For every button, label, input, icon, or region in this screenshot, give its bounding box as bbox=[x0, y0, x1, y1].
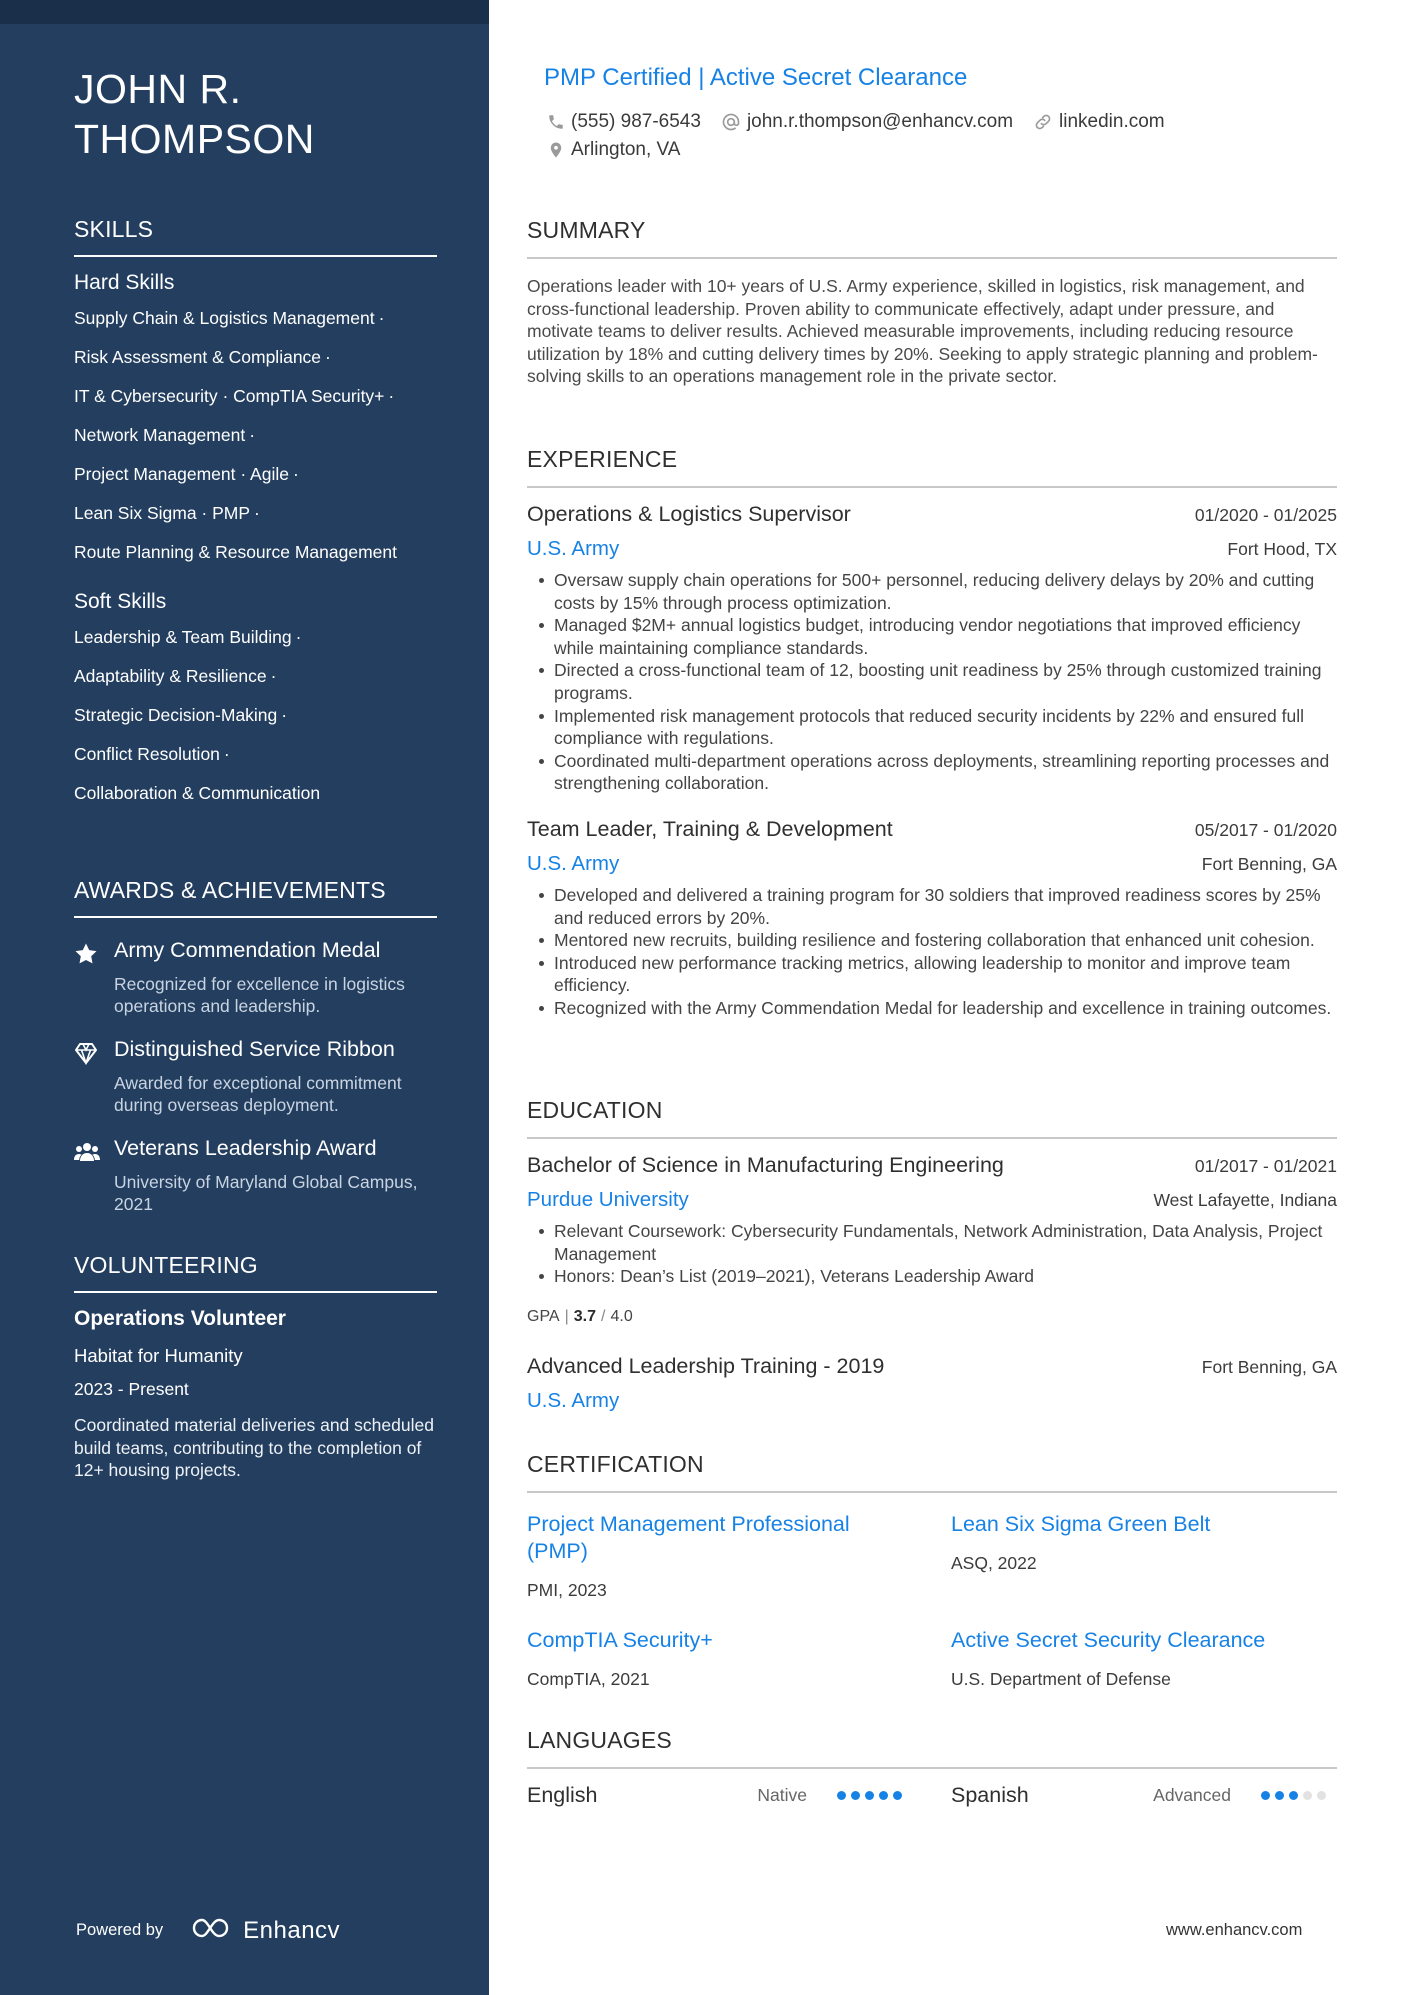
education-bullets bbox=[527, 1220, 1337, 1288]
bullet-item: Honors: Dean’s List (2019–2021), Veterans Leadership Award bbox=[527, 1265, 1337, 1288]
language-item bbox=[527, 1783, 913, 1808]
contact-info bbox=[547, 108, 1307, 164]
cert-item bbox=[527, 1627, 907, 1690]
bullet-item: Oversaw supply chain operations for 500+ personnel, reducing delivery delays by 20% and cutting costs by 15% through process optimization. bbox=[527, 569, 1337, 614]
rating-dot-filled bbox=[1275, 1791, 1284, 1800]
rating-dot-filled bbox=[837, 1791, 846, 1800]
training-org: U.S. Army bbox=[527, 1388, 620, 1412]
powered-by-brand: Enhancv bbox=[243, 1916, 341, 1944]
cert-item bbox=[951, 1627, 1331, 1690]
job-dates: 01/2020 - 01/2025 bbox=[1194, 505, 1337, 525]
link-icon bbox=[1033, 112, 1053, 132]
certification-title: CERTIFICATION bbox=[527, 1451, 1337, 1493]
language-level: Native bbox=[757, 1785, 807, 1805]
education-title: EDUCATION bbox=[527, 1097, 1337, 1139]
skill-item: IT & Cybersecurity · CompTIA Security+ · bbox=[74, 386, 395, 406]
experience-title: EXPERIENCE bbox=[527, 446, 1337, 488]
job-entry bbox=[527, 817, 1337, 1020]
bullet-item: Managed $2M+ annual logistics budget, introducing vendor negotiations that improved efficiency while maintaining compliance standards. bbox=[527, 614, 1337, 659]
main-content bbox=[527, 0, 1337, 1995]
job-location: Fort Hood, TX bbox=[1227, 539, 1337, 559]
language-rating bbox=[1261, 1791, 1331, 1800]
volunteer-dates: 2023 - Present bbox=[74, 1379, 189, 1399]
summary-section bbox=[527, 217, 1337, 388]
rating-dot-filled bbox=[1261, 1791, 1270, 1800]
languages-section bbox=[527, 1727, 1337, 1829]
skill-item: Network Management · bbox=[74, 425, 256, 445]
sidebar-top-strip bbox=[0, 0, 489, 24]
awards-title: AWARDS & ACHIEVEMENTS bbox=[74, 877, 437, 918]
bullet-item: Coordinated multi-department operations across deployments, streamlining reporting processes and strengthening collaboration. bbox=[527, 750, 1337, 795]
experience-section bbox=[527, 446, 1337, 1020]
name-line-1: JOHN R. bbox=[74, 66, 242, 112]
cert-item bbox=[951, 1511, 1331, 1574]
location-pin-icon bbox=[547, 140, 565, 160]
website-link[interactable]: www.enhancv.com bbox=[1166, 1921, 1303, 1939]
award-desc: Recognized for excellence in logistics operations and leadership. bbox=[114, 974, 405, 1016]
skill-item: Project Management · Agile · bbox=[74, 464, 299, 484]
job-org: U.S. Army bbox=[527, 537, 620, 560]
at-icon bbox=[721, 112, 741, 132]
diamond-icon bbox=[74, 1037, 114, 1116]
contact-linkedin[interactable]: linkedin.com bbox=[1033, 111, 1165, 133]
job-title: Team Leader, Training & Development bbox=[527, 816, 893, 841]
gpa-value: 3.7 bbox=[573, 1307, 597, 1325]
volunteer-role: Operations Volunteer bbox=[74, 1307, 286, 1330]
cert-title: Lean Six Sigma Green Belt bbox=[951, 1512, 1211, 1536]
job-bullets bbox=[527, 884, 1337, 1020]
gpa-label: GPA bbox=[527, 1307, 560, 1325]
certification-section bbox=[527, 1451, 1337, 1753]
degree-title: Bachelor of Science in Manufacturing Engineering bbox=[527, 1153, 1004, 1177]
star-icon bbox=[74, 938, 114, 1017]
rating-dot-empty bbox=[1303, 1791, 1312, 1800]
cert-issuer: CompTIA, 2021 bbox=[527, 1669, 650, 1689]
bullet-item: Recognized with the Army Commendation Medal for leadership and excellence in training outcomes. bbox=[527, 997, 1337, 1020]
cert-issuer: U.S. Department of Defense bbox=[951, 1669, 1171, 1689]
rating-dot-filled bbox=[1289, 1791, 1298, 1800]
skills-title: SKILLS bbox=[74, 216, 437, 257]
soft-skills-list bbox=[74, 618, 437, 813]
award-title: Army Commendation Medal bbox=[114, 938, 381, 962]
gpa: GPA | 3.7 / 4.0 bbox=[527, 1307, 633, 1325]
volunteer-desc: Coordinated material deliveries and scheduled build teams, contributing to the completion of 12+ housing projects. bbox=[74, 1415, 434, 1480]
summary-title: SUMMARY bbox=[527, 217, 1337, 259]
name-line-2: THOMPSON bbox=[74, 116, 315, 162]
award-desc: Awarded for exceptional commitment during overseas deployment. bbox=[114, 1073, 402, 1115]
skill-item: Collaboration & Communication bbox=[74, 783, 321, 803]
school-location: West Lafayette, Indiana bbox=[1153, 1190, 1337, 1210]
award-title: Distinguished Service Ribbon bbox=[114, 1037, 395, 1061]
candidate-name bbox=[74, 64, 454, 164]
language-level: Advanced bbox=[1153, 1785, 1231, 1805]
contact-phone[interactable]: (555) 987-6543 bbox=[547, 111, 701, 133]
award-item bbox=[74, 1037, 437, 1116]
training-entry bbox=[527, 1354, 1337, 1413]
enhancv-logo-icon bbox=[189, 1916, 235, 1945]
degree-dates: 01/2017 - 01/2021 bbox=[1194, 1156, 1337, 1176]
language-name: English bbox=[527, 1783, 598, 1807]
job-org: U.S. Army bbox=[527, 851, 620, 875]
bullet-item: Introduced new performance tracking metrics, allowing leadership to monitor and improve team efficiency. bbox=[527, 952, 1337, 997]
job-title: Operations & Logistics Supervisor bbox=[527, 502, 851, 526]
volunteer-org: Habitat for Humanity bbox=[74, 1345, 243, 1366]
job-location: Fort Benning, GA bbox=[1201, 853, 1337, 874]
volunteering-section bbox=[74, 1252, 437, 1482]
cert-title: Project Management Professional (PMP) bbox=[527, 1512, 850, 1563]
skill-item: Supply Chain & Logistics Management · bbox=[74, 308, 385, 328]
contact-location: Arlington, VA bbox=[547, 139, 680, 161]
powered-by-label: Powered by bbox=[76, 1921, 164, 1939]
cert-title: CompTIA Security+ bbox=[527, 1628, 713, 1652]
sidebar bbox=[0, 0, 489, 1995]
rating-dot-filled bbox=[893, 1791, 902, 1800]
cert-issuer: PMI, 2023 bbox=[527, 1580, 607, 1600]
headline: PMP Certified | Active Secret Clearance bbox=[544, 64, 968, 91]
rating-dot-filled bbox=[851, 1791, 860, 1800]
language-name: Spanish bbox=[951, 1783, 1029, 1807]
powered-by[interactable] bbox=[76, 1916, 340, 1945]
summary-text: Operations leader with 10+ years of U.S. Army experience, skilled in logistics, risk management, and cross-functional leadership. Proven ability to communicate effectively, adapt under pressure, and motivate teams to deliver results. Achieved measurable improvements, including reducing resource utilization by 18% and cutting delivery times by 20%. Seeking to apply strategic planning and problem-solving skills to an operations management role in the private sector. bbox=[527, 276, 1318, 387]
group-icon bbox=[74, 1136, 114, 1215]
job-dates: 05/2017 - 01/2020 bbox=[1194, 819, 1337, 840]
rating-dot-filled bbox=[879, 1791, 888, 1800]
volunteering-title: VOLUNTEERING bbox=[74, 1252, 437, 1293]
school-name: Purdue University bbox=[527, 1188, 689, 1211]
bullet-item: Implemented risk management protocols that reduced security incidents by 22% and ensured full compliance with regulations. bbox=[527, 705, 1337, 750]
hard-skills-list bbox=[74, 299, 437, 572]
skill-item: Conflict Resolution · bbox=[74, 744, 230, 764]
soft-skills-title: Soft Skills bbox=[74, 590, 167, 613]
rating-dot-empty bbox=[1317, 1791, 1326, 1800]
cert-title: Active Secret Security Clearance bbox=[951, 1628, 1266, 1652]
skill-item: Risk Assessment & Compliance · bbox=[74, 347, 331, 367]
job-entry bbox=[527, 502, 1337, 795]
award-title: Veterans Leadership Award bbox=[114, 1136, 377, 1160]
award-desc: University of Maryland Global Campus, 2021 bbox=[114, 1172, 418, 1214]
phone-icon bbox=[547, 113, 565, 131]
skill-item: Lean Six Sigma · PMP · bbox=[74, 503, 260, 523]
bullet-item: Directed a cross-functional team of 12, boosting unit readiness by 25% through customized training programs. bbox=[527, 659, 1337, 704]
awards-section bbox=[74, 877, 437, 1215]
training-title: Advanced Leadership Training - 2019 bbox=[527, 1353, 885, 1378]
award-item bbox=[74, 1136, 437, 1215]
bullet-item: Developed and delivered a training program for 30 soldiers that improved readiness scores by 25% and reduced errors by 20%. bbox=[527, 884, 1337, 929]
bullet-item: Relevant Coursework: Cybersecurity Fundamentals, Network Administration, Data Analysis, Project Management bbox=[527, 1220, 1337, 1265]
language-rating bbox=[837, 1791, 907, 1800]
job-bullets bbox=[527, 569, 1337, 795]
rating-dot-filled bbox=[865, 1791, 874, 1800]
education-section bbox=[527, 1097, 1337, 1413]
award-item bbox=[74, 938, 437, 1017]
skill-item: Strategic Decision-Making · bbox=[74, 705, 288, 725]
language-item bbox=[951, 1783, 1337, 1808]
cert-item bbox=[527, 1511, 907, 1601]
training-location: Fort Benning, GA bbox=[1201, 1356, 1337, 1377]
skills-section bbox=[74, 216, 437, 813]
skill-item: Route Planning & Resource Management bbox=[74, 542, 397, 562]
skill-item: Adaptability & Resilience · bbox=[74, 666, 277, 686]
skill-item: Leadership & Team Building · bbox=[74, 627, 302, 647]
hard-skills-title: Hard Skills bbox=[74, 271, 175, 294]
bullet-item: Mentored new recruits, building resilience and fostering collaboration that enhanced unit cohesion. bbox=[527, 929, 1337, 952]
contact-email[interactable]: john.r.thompson@enhancv.com bbox=[721, 111, 1013, 133]
cert-issuer: ASQ, 2022 bbox=[951, 1553, 1037, 1573]
education-entry bbox=[527, 1153, 1337, 1326]
languages-title: LANGUAGES bbox=[527, 1727, 1337, 1769]
gpa-max: 4.0 bbox=[610, 1307, 633, 1325]
